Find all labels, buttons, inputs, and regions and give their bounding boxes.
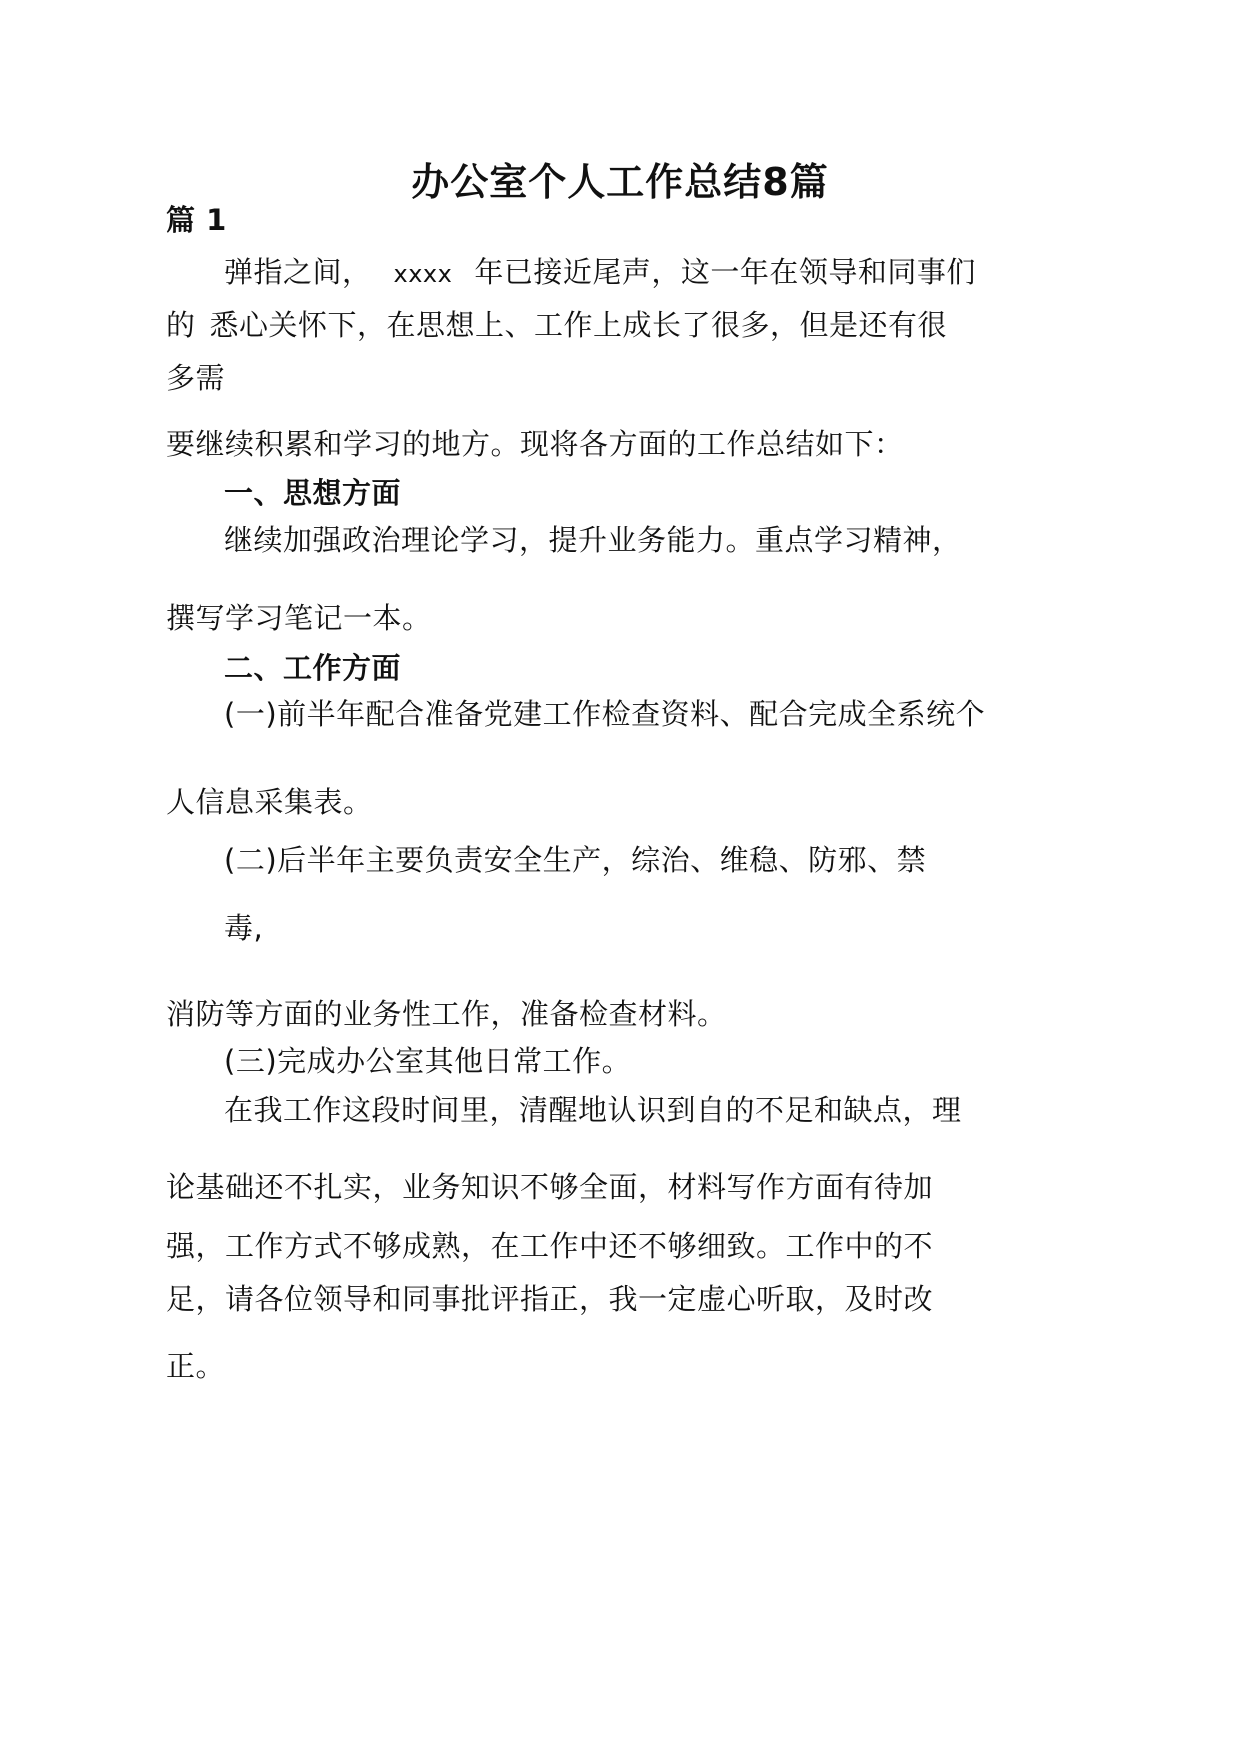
paragraph-3-line-2: 论基础还不扎实，业务知识不够全面，材料写作方面有待加 <box>166 1170 934 1204</box>
paragraph-3-line-4: 足，请各位领导和同事批评指正，我一定虚心听取，及时改 <box>166 1282 934 1316</box>
item-1-line-1: (一)前半年配合准备党建工作检查资料、配合完成全系统个 <box>224 697 986 731</box>
text-span: 弹指之间， <box>224 255 372 289</box>
paragraph-2-line-1: 继续加强政治理论学习，提升业务能力。重点学习精神， <box>224 523 962 557</box>
item-3: (三)完成办公室其他日常工作。 <box>224 1044 632 1078</box>
paragraph-1-line-4: 要继续积累和学习的地方。现将各方面的工作总结如下： <box>166 427 904 461</box>
text-span: 年已接近尾声，这一年在领导和同事们 <box>474 255 976 289</box>
heading-thought: 一、思想方面 <box>224 476 402 510</box>
paragraph-3-line-1: 在我工作这段时间里，清醒地认识到自的不足和缺点，理 <box>224 1093 962 1127</box>
paragraph-1-line-3: 多需 <box>166 361 226 395</box>
item-2-line-2: 毒, <box>224 911 264 945</box>
paragraph-1-line-1 <box>224 254 976 292</box>
year-placeholder: xxxx <box>393 260 453 288</box>
item-2-line-3: 消防等方面的业务性工作，准备检查材料。 <box>166 997 727 1031</box>
paragraph-2-line-2: 撰写学习笔记一本。 <box>166 601 432 635</box>
text-span: 的 <box>166 308 196 342</box>
paragraph-1-line-2 <box>166 307 947 343</box>
text-span: 悉心关怀下，在思想上、工作上成长了很多，但是还有很 <box>209 308 948 342</box>
paragraph-3-line-5: 正。 <box>166 1349 226 1383</box>
document-title: 办公室个人工作总结8篇 <box>411 160 829 204</box>
heading-work: 二、工作方面 <box>224 651 402 685</box>
section-label: 篇 1 <box>166 203 227 237</box>
item-1-line-2: 人信息采集表。 <box>166 785 373 819</box>
paragraph-3-line-3: 强，工作方式不够成熟，在工作中还不够细致。工作中的不 <box>166 1229 934 1263</box>
item-2-line-1: (二)后半年主要负责安全生产，综治、维稳、防邪、禁 <box>224 843 927 877</box>
